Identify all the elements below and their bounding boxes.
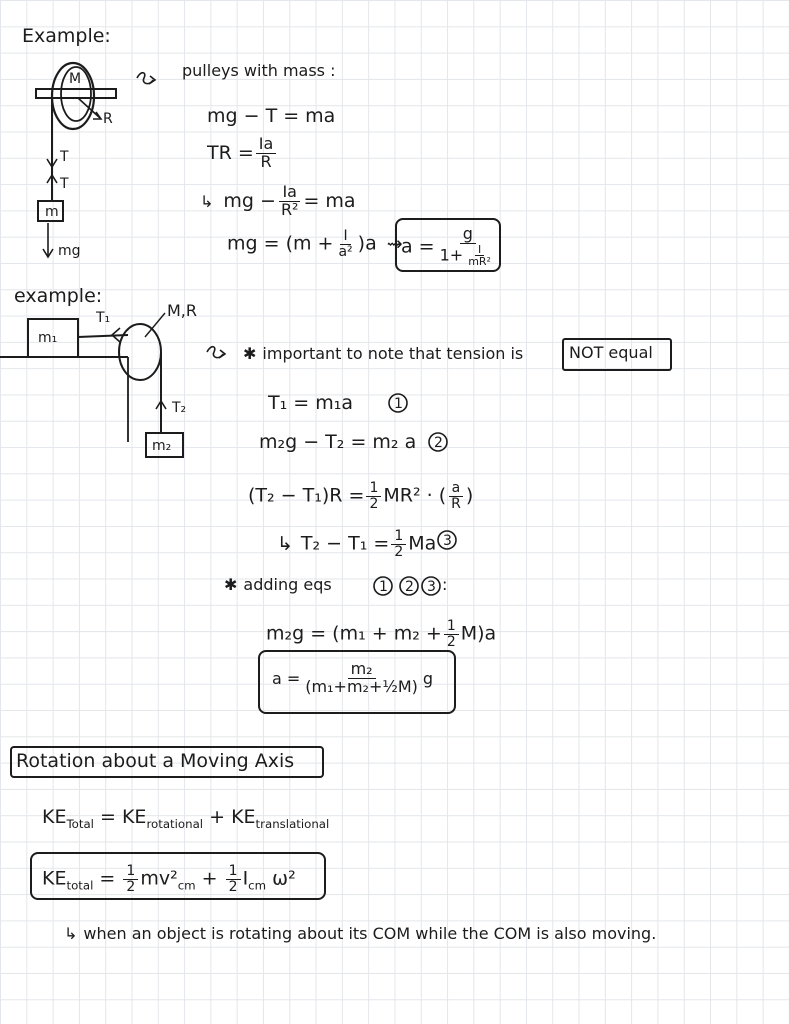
tension-down-label: T bbox=[60, 149, 69, 165]
ex2-result: a = $\frac{\text{m₂}}{\text{(m₁+m₂+½M)}}$ g bbox=[272, 659, 434, 696]
adding-tag-2: 2 bbox=[405, 579, 414, 595]
ex2-equation-3: (T₂ − T₁)R = $\frac{1}{2}$ MR² · ( $\frac{a}{R}$ ) bbox=[248, 480, 474, 512]
eq-tag-2: 2 bbox=[434, 435, 443, 451]
ex1-equation-4: mg = (m + $\frac{I}{\text{a²}}$ )a ⇝ bbox=[227, 228, 403, 260]
tension-note: ✱ important to note that tension is bbox=[243, 344, 524, 363]
rope-horizontal bbox=[78, 335, 128, 337]
tension-2-label: T₂ bbox=[172, 400, 187, 416]
ex1-equation-2: TR = $\frac{Ia}{R}$ bbox=[207, 136, 278, 171]
ex1-equation-3: ↳ mg − $\frac{Ia}{\text{R²}}$ = ma bbox=[200, 182, 356, 219]
ex2-equation-4: ↳ T₂ − T₁ = $\frac{1}{2}$ Ma bbox=[277, 528, 437, 560]
ex1-equation-1: mg − T = ma bbox=[207, 105, 336, 127]
not-equal-text: NOT equal bbox=[569, 343, 653, 362]
ex2-equation-2: m₂g − T₂ = m₂ a bbox=[259, 431, 417, 453]
eq-tag-1: 1 bbox=[394, 396, 403, 412]
example-1-title: Example: bbox=[22, 25, 111, 47]
pulley-2-wheel bbox=[119, 324, 161, 380]
ex2-equation-1: T₁ = m₁a bbox=[268, 392, 353, 414]
example-2-title: example: bbox=[14, 285, 103, 307]
adding-tag-1: 1 bbox=[379, 579, 388, 595]
block-m1-label: m₁ bbox=[38, 330, 58, 346]
rotation-note: ↳ when an object is rotating about its COM while the COM is also moving. bbox=[64, 924, 657, 943]
pulleys-with-mass-note: pulleys with mass : bbox=[182, 61, 336, 80]
adding-tag-3: 3 bbox=[427, 579, 436, 595]
pulley-2-label: M,R bbox=[167, 301, 198, 320]
radius-label: R bbox=[103, 111, 113, 127]
weight-label: mg bbox=[58, 243, 81, 259]
block-mass-label: m bbox=[45, 204, 59, 220]
adding-eqs-label: ✱ adding eqs bbox=[224, 575, 332, 594]
tension-up-label: T bbox=[60, 176, 69, 192]
pulley-mass-label: M bbox=[69, 71, 82, 87]
ex1-result: a = g 1+ $\frac{I}{\text{mR²}}$ bbox=[401, 224, 491, 269]
ke-formula: $KE_{total}$ = $\frac{1}{2}$ $mv^2_{cm}$ + $\frac{1}{2}$ $I_{cm}$ ω² bbox=[42, 863, 296, 895]
block-m2-label: m₂ bbox=[152, 438, 172, 454]
ex2-sum-equation: m₂g = (m₁ + m₂ + $\frac{1}{2}$ M)a bbox=[266, 618, 497, 650]
rotation-title: Rotation about a Moving Axis bbox=[16, 750, 295, 772]
ke-total-equation: $KE_{Total} = KE_{rotational} + KE_{translational}$ bbox=[42, 806, 330, 831]
tension-1-label: T₁ bbox=[96, 310, 111, 326]
eq-tag-3: 3 bbox=[443, 533, 452, 549]
